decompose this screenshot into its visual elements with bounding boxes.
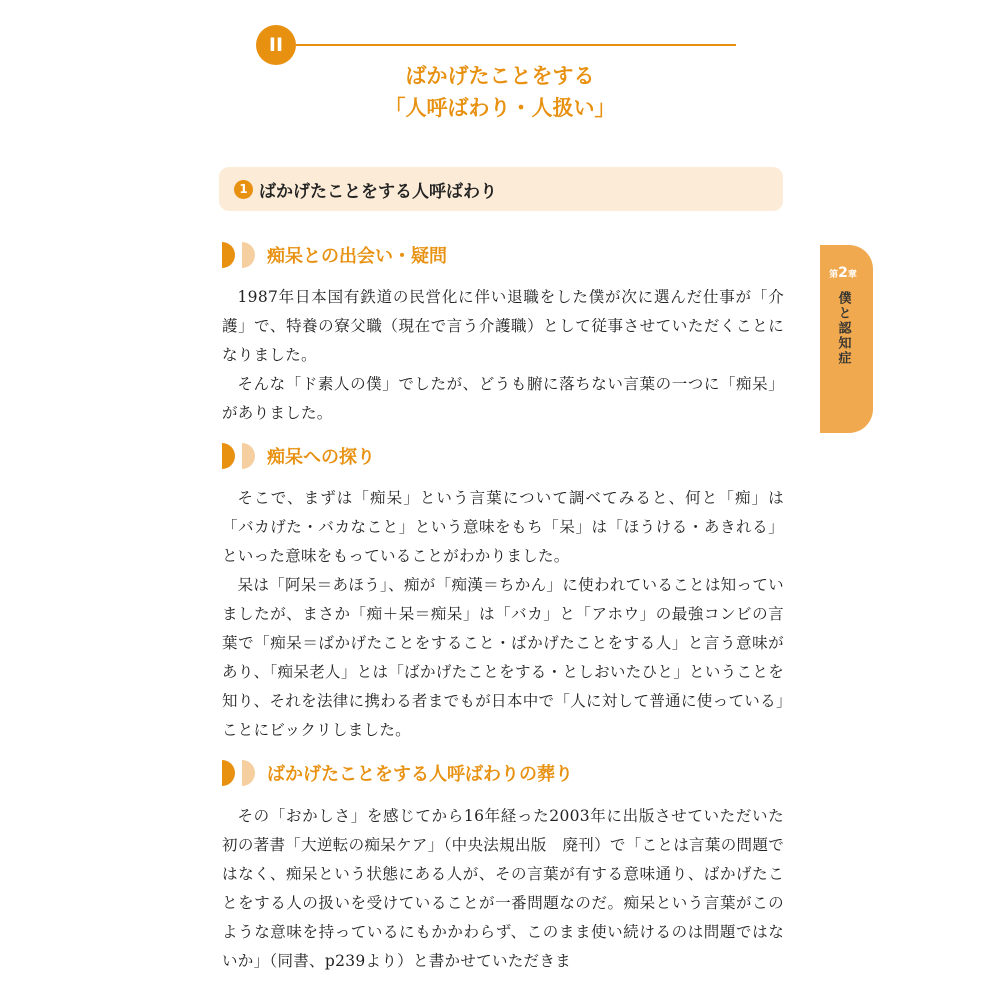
subsection-heading-text: 痴呆への探り [267, 447, 375, 468]
section-heading-bar [219, 167, 783, 211]
subsection-heading-text: 痴呆との出会い・疑問 [267, 246, 447, 267]
section-number-badge: 1 [234, 180, 253, 199]
half-circle-marker-icon [222, 443, 255, 469]
subsection-body-1 [222, 283, 784, 428]
part-title-line-2: 「人呼ばわり・人扱い」 [384, 96, 616, 120]
subsection-body-2 [222, 484, 784, 745]
paragraph: そこで、まずは「痴呆」という言葉について調べてみると、何と「痴」は「バカげた・バカなこと」という意味をもち「呆」は「ほうける・あきれる」といった意味をもっていることがわかりました。 [222, 489, 784, 565]
subsection-heading-3 [222, 758, 573, 788]
chapter-title: 僕と認知症 [835, 291, 851, 366]
subsection-heading-text: ばかげたことをする人呼ばわりの葬り [267, 764, 573, 785]
part-header-rule [296, 44, 736, 46]
half-circle-marker-icon [222, 760, 255, 786]
paragraph: 呆は「阿呆＝あほう」、痴が「痴漢＝ちかん」に使われていることは知っていましたが、まさか「痴＋呆＝痴呆」は「バカ」と「アホウ」の最強コンビの言葉で「痴呆＝ばかげたことをすること・ばかげたことをする人」と言う意味があり、「痴呆老人」とは「ばかげたことをする・としおいたひと」ということを知り、それを法律に携わる者までもが日本中で「人に対して普通に使っている」ことにビックリしました。 [222, 576, 784, 739]
subsection-heading-1 [222, 240, 447, 270]
part-title-line-1: ばかげたことをする [405, 64, 595, 88]
half-circle-marker-icon [222, 242, 255, 268]
paragraph: そんな「ド素人の僕」でしたが、どうも腑に落ちない言葉の一つに「痴呆」がありました。 [222, 375, 784, 422]
part-number-badge [256, 25, 296, 65]
subsection-heading-2 [222, 441, 375, 471]
chapter-side-tab [820, 245, 873, 433]
part-numeral: II [268, 34, 284, 56]
paragraph: その「おかしさ」を感じてから16年経った2003年に出版させていただいた初の著書「大逆転の痴呆ケア」（中央法規出版 廃刊）で「ことは言葉の問題ではなく、痴呆という状態にある人が、その言葉が有する意味通り、ばかげたことをする人の扱いを受けていることが一番問題なのだ。痴呆という言葉がこのような意味を持っているにもかかわらず、このまま使い続けるのは問題ではないか」（同書、p239より）と書かせていただきま [222, 807, 784, 970]
paragraph: 1987年日本国有鉄道の民営化に伴い退職をした僕が次に選んだ仕事が「介護」で、特養の寮父職（現在で言う介護職）として従事させていただくことになりました。 [222, 288, 784, 364]
part-title [0, 60, 1000, 124]
section-title: ばかげたことをする人呼ばわり [259, 181, 497, 202]
chapter-label: 第2章 [829, 265, 857, 281]
subsection-body-3 [222, 802, 784, 976]
